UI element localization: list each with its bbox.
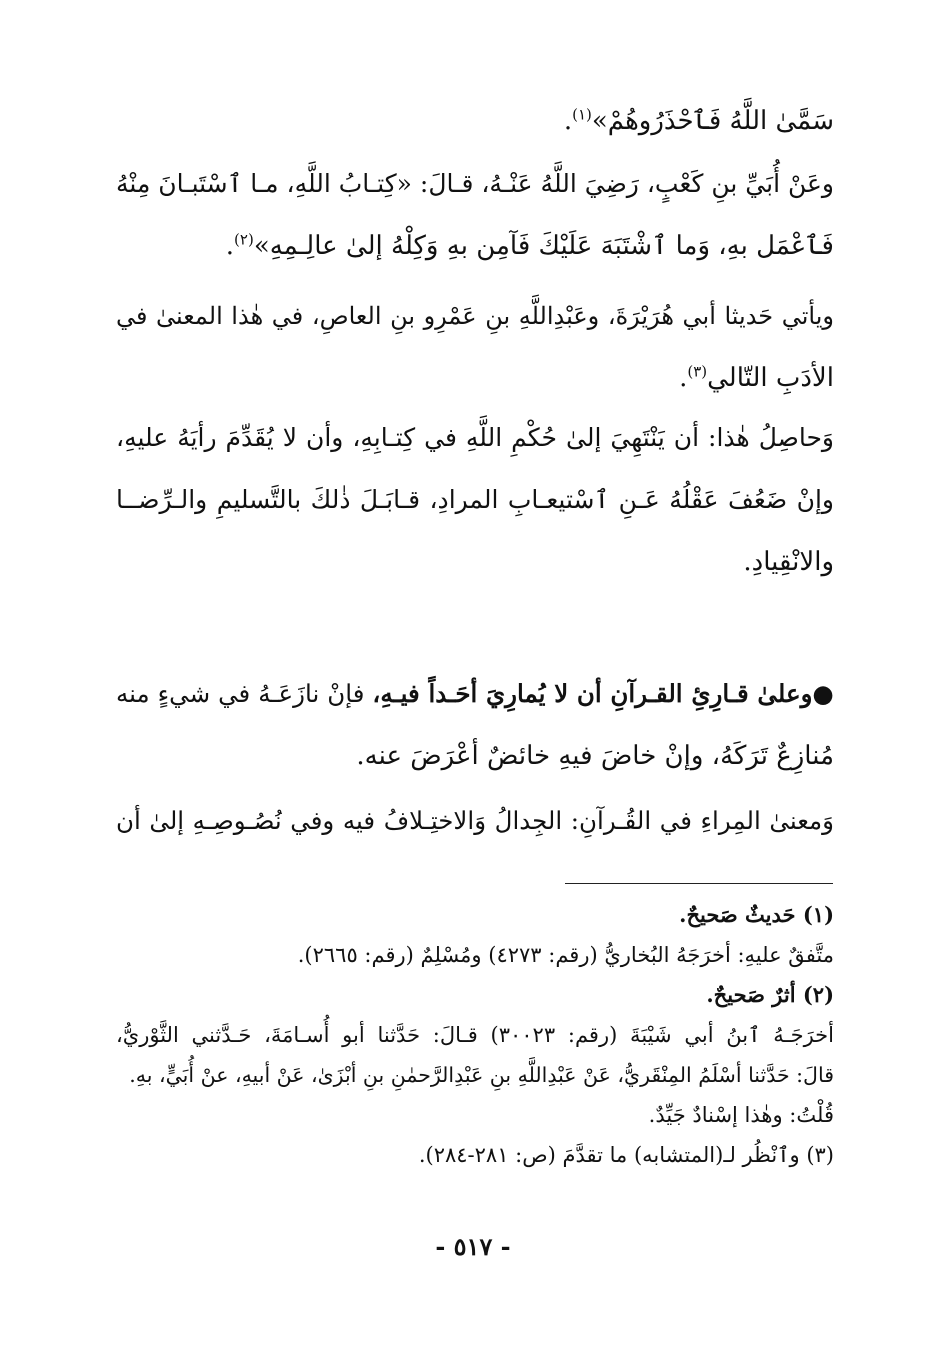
paragraph-5-line-2: مُنازِعٌ تَرَكَهُ، وإنْ خاضَ فيهِ خائضٌ أعْرَضَ عنه. (356, 741, 834, 771)
paragraph-2 (116, 153, 834, 277)
footnote-2-line-2: قالَ: حَدَّثنا أسْلَمُ المِنْقَريُّ، عَنْ عَبْدِاللَّهِ بنِ عَبْدِالرَّحمٰنِ بنِ أبْزَىٰ، عَنْ أبيهِ، عنْ أُبَيٍّ، بهِ. (129, 1063, 834, 1087)
paragraph-1 (116, 90, 834, 152)
footnote-1-heading: (١) حَديثٌ صَحيحٌ. (679, 902, 834, 927)
paragraph-6-line-1: وَمعنىٰ المِراءِ في القُـرآنِ: الجِدالُ وَالاختِـلافُ فيه وفي نُصُـوصِـهِ إلىٰ أن (116, 806, 834, 835)
paragraph-5-line-1: ●وعلىٰ قـارِئِ القـرآنِ أن لا يُمارِيَ أحَـداً فيـهِ، فإنْ نازَعَـهُ في شيءٍ منه (116, 679, 834, 708)
footnote-2-line-1: أخرَجَـهُ ٱبنُ أبي شَيْبَةَ (رقم: ٣٠٠٢٣) قـالَ: حَدَّثنا أبو أُسـامَةَ، حَـدَّثني الثَّوْريُّ، (116, 1023, 834, 1047)
page-number: - ٥١٧ - (435, 1232, 511, 1261)
footnote-3: (٣) وٱنْظُر لـ(المتشابه) ما تقدَّمَ (ص: ٢٨١-٢٨٤). (418, 1143, 834, 1167)
footnote-separator (565, 883, 833, 884)
bullet-icon: ● (812, 679, 834, 708)
footnote-2-line-3: قُلْتُ: وهٰذا إسْنادٌ جَيِّدٌ. (648, 1103, 834, 1127)
paragraph-4 (116, 407, 834, 593)
paragraph-2-line-1: وعَنْ أُبَيِّ بنِ كَعْبٍ، رَضِيَ اللَّهُ عَنْـهُ، قـالَ: «كِتـابُ اللَّهِ، مـا ٱسْتَبـانَ مِنْهُ (116, 169, 834, 198)
paragraph-2-line-2: فَٱعْمَل بهِ، وَما ٱشْتَبَهَ عَلَيْكَ فَآمِن بهِ وَكِلْهُ إلىٰ عالِـمِهِ»$^{(٢)}$. (225, 230, 834, 261)
footnote-2-heading: (٢) أثرٌ صَحيحٌ. (706, 982, 834, 1007)
paragraph-5 (116, 663, 834, 787)
paragraph-6 (116, 790, 834, 852)
footnote-1-body: متَّفقٌ عليهِ: أخرَجَهُ البُخاريُّ (رقم: ٤٢٧٣) ومُسْلِمٌ (رقم: ٢٦٦٥). (297, 943, 834, 967)
paragraph-5-heading: وعلىٰ قـارِئِ القـرآنِ أن لا يُمارِيَ أحَـداً فيـهِ، (372, 679, 813, 708)
footnotes (116, 895, 834, 1175)
paragraph-4-line-2: وإنْ ضَعُفَ عَقْلُهُ عَـنِ ٱسْتيعـابِ المرادِ، قـابَـلَ ذٰلكَ بالتَّسليمِ والـرِّضــا (116, 485, 834, 514)
footnote-ref-2: (٢) (234, 230, 254, 249)
paragraph-1-line-1: سَمَّىٰ اللَّهُ فَٱحْذَرُوهُمْ»$^{(١)}$. (563, 105, 834, 136)
paragraph-4-line-3: والانْقِيادِ. (743, 547, 834, 577)
paragraph-3-line-2: الأدَبِ التّالي$^{(٣)}$. (679, 362, 834, 393)
footnote-ref-3: (٣) (687, 362, 708, 381)
paragraph-3-line-1: ويأتي حَديثا أبي هُرَيْرَةَ، وعَبْدِاللَّهِ بنِ عَمْرِو بنِ العاصِ، في هٰذا المعنىٰ في (116, 302, 834, 330)
paragraph-4-line-1: وَحاصِلُ هٰذا: أن يَنْتَهِيَ إلىٰ حُكْمِ اللَّهِ في كِتـابِهِ، وأن لا يُقَدِّمَ رأيَهُ عليهِ، (116, 423, 834, 452)
footnote-ref-1: (١) (572, 105, 592, 124)
paragraph-3 (116, 285, 834, 409)
